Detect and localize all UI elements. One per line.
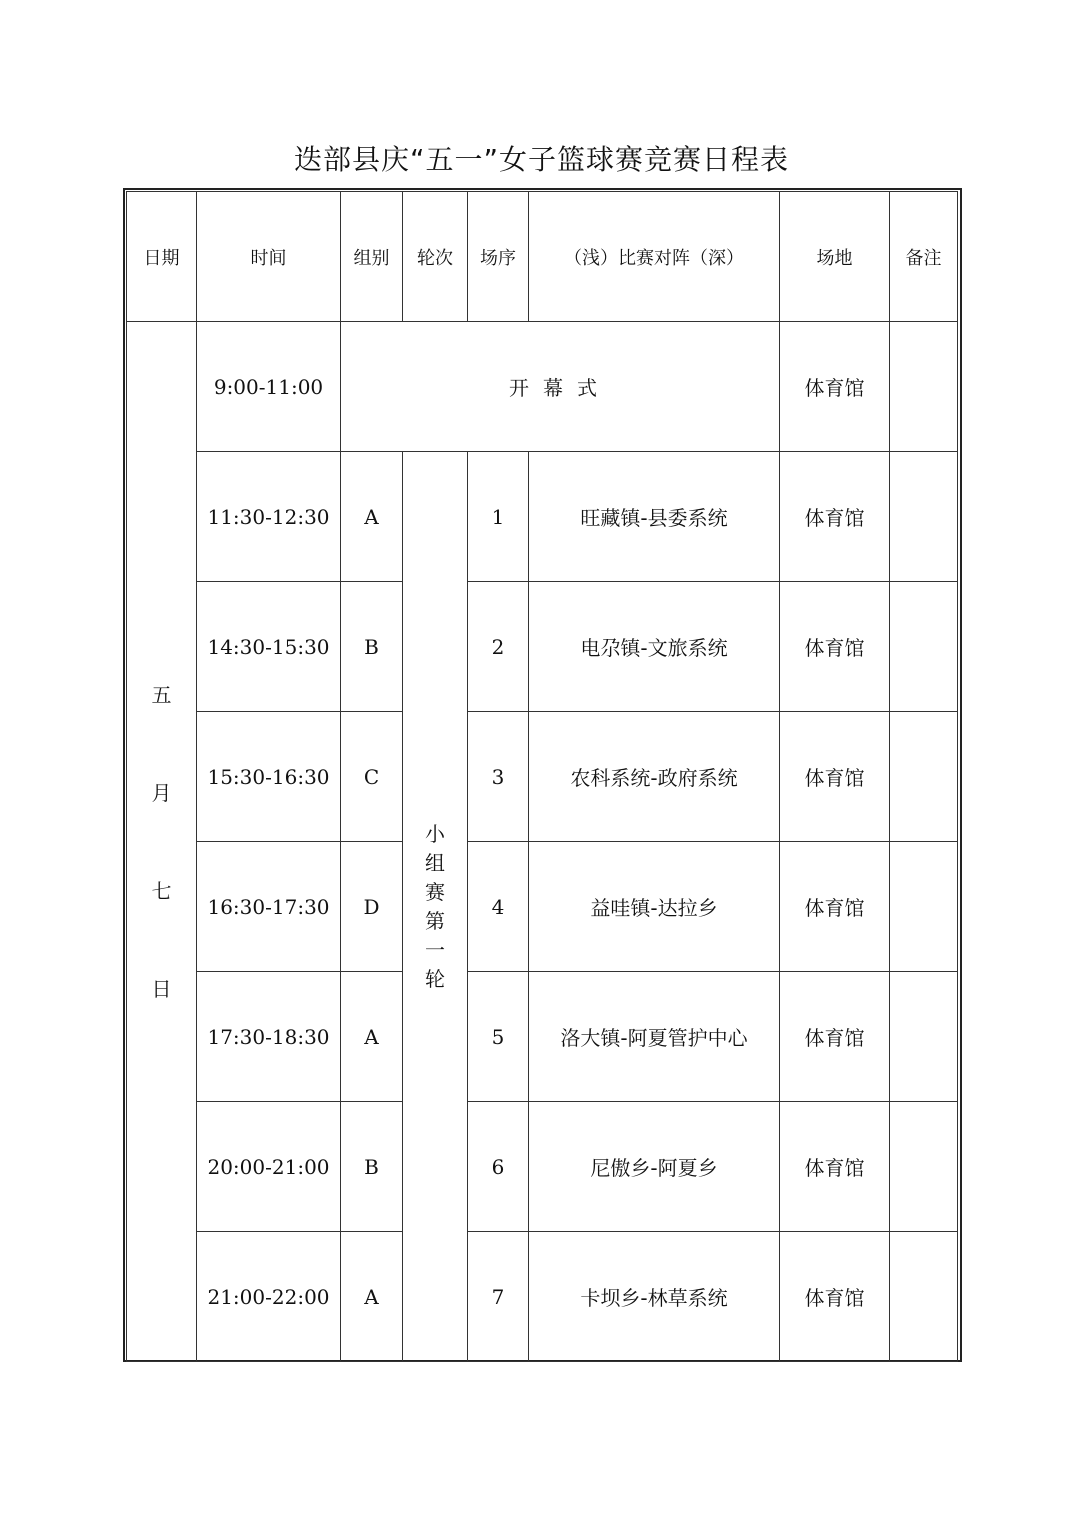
- match-group: B: [341, 582, 403, 712]
- match-teams: 卡坝乡-林草系统: [529, 1232, 780, 1362]
- ceremony-remarks: [890, 322, 958, 452]
- table-row: [127, 1102, 958, 1232]
- match-group: A: [341, 1232, 403, 1362]
- round-cell: [403, 452, 468, 1362]
- match-venue: 体育馆: [780, 842, 890, 972]
- match-teams: 洛大镇-阿夏管护中心: [529, 972, 780, 1102]
- match-group: A: [341, 452, 403, 582]
- header-remarks: 备注: [890, 192, 958, 322]
- ceremony-venue: 体育馆: [780, 322, 890, 452]
- match-venue: 体育馆: [780, 1102, 890, 1232]
- match-order: 4: [468, 842, 529, 972]
- match-time: 16:30-17:30: [197, 842, 341, 972]
- match-time: 11:30-12:30: [197, 452, 341, 582]
- match-order: 2: [468, 582, 529, 712]
- match-remarks: [890, 582, 958, 712]
- match-time: 17:30-18:30: [197, 972, 341, 1102]
- match-venue: 体育馆: [780, 972, 890, 1102]
- match-order: 6: [468, 1102, 529, 1232]
- match-order: 3: [468, 712, 529, 842]
- header-venue: 场地: [780, 192, 890, 322]
- match-time: 20:00-21:00: [197, 1102, 341, 1232]
- match-order: 7: [468, 1232, 529, 1362]
- match-order: 5: [468, 972, 529, 1102]
- match-teams: 益哇镇-达拉乡: [529, 842, 780, 972]
- document-title: 迭部县庆“五一”女子篮球赛竞赛日程表: [293, 143, 789, 176]
- match-order: 1: [468, 452, 529, 582]
- table-row: [127, 712, 958, 842]
- header-group: 组别: [341, 192, 403, 322]
- match-time: 14:30-15:30: [197, 582, 341, 712]
- match-remarks: [890, 1102, 958, 1232]
- match-group: C: [341, 712, 403, 842]
- ceremony-label: 开幕式: [341, 322, 780, 452]
- schedule-table: [126, 191, 958, 1362]
- ceremony-time: 9:00-11:00: [197, 322, 341, 452]
- match-group: B: [341, 1102, 403, 1232]
- match-venue: 体育馆: [780, 1232, 890, 1362]
- header-matchup: （浅）比赛对阵（深）: [529, 192, 780, 322]
- match-remarks: [890, 712, 958, 842]
- match-teams: 尼傲乡-阿夏乡: [529, 1102, 780, 1232]
- match-remarks: [890, 1232, 958, 1362]
- match-remarks: [890, 452, 958, 582]
- ceremony-row: [127, 322, 958, 452]
- header-round: 轮次: [403, 192, 468, 322]
- match-teams: 旺藏镇-县委系统: [529, 452, 780, 582]
- table-row: [127, 842, 958, 972]
- table-row: [127, 1232, 958, 1362]
- table-row: [127, 582, 958, 712]
- header-order: 场序: [468, 192, 529, 322]
- match-remarks: [890, 972, 958, 1102]
- match-time: 21:00-22:00: [197, 1232, 341, 1362]
- match-group: D: [341, 842, 403, 972]
- date-cell: [127, 322, 197, 1362]
- match-teams: 农科系统-政府系统: [529, 712, 780, 842]
- table-header-row: [127, 192, 958, 322]
- table-row: [127, 972, 958, 1102]
- match-venue: 体育馆: [780, 712, 890, 842]
- match-venue: 体育馆: [780, 452, 890, 582]
- match-time: 15:30-16:30: [197, 712, 341, 842]
- date-vertical-text: 五 月 七 日: [151, 682, 172, 1001]
- match-group: A: [341, 972, 403, 1102]
- round-vertical-text: 小 组 赛 第 一 轮: [425, 821, 445, 991]
- match-venue: 体育馆: [780, 582, 890, 712]
- header-date: 日期: [127, 192, 197, 322]
- match-teams: 电尕镇-文旅系统: [529, 582, 780, 712]
- header-time: 时间: [197, 192, 341, 322]
- match-remarks: [890, 842, 958, 972]
- table-row: [127, 452, 958, 582]
